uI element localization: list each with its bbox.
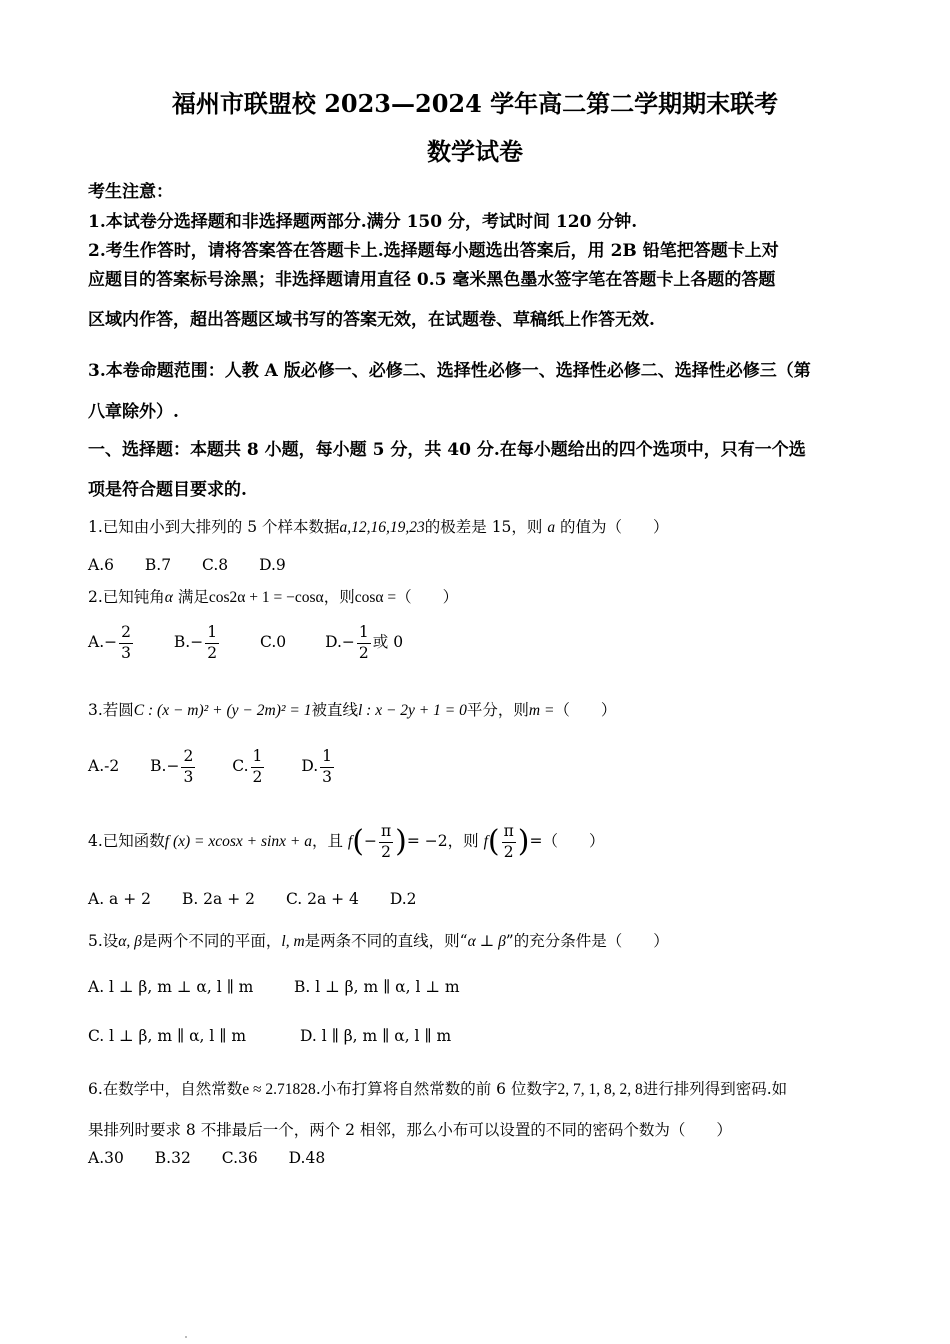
q3-target: m =	[528, 702, 555, 719]
question-3	[88, 698, 616, 720]
fraction-denominator: 2	[503, 842, 514, 861]
q5-text: 5.设	[88, 932, 119, 950]
q2-option-b	[173, 623, 221, 662]
notice-item-3-line-1: 3.本卷命题范围：人教 A 版必修一、必修二、选择性必修一、选择性必修二、选择性必修三（第	[88, 361, 811, 381]
q3-option-b-prefix: B.−	[150, 757, 180, 775]
fraction-denominator: 3	[322, 767, 333, 786]
notice-item-2-line-1: 2.考生作答时，请将答案答在答题卡上.选择题每小题选出答案后，用 2B 铅笔把答题卡上对	[88, 241, 779, 261]
q3-text-mid2: 平分，则	[466, 701, 529, 719]
notice-item-2-line-3: 区域内作答，超出答题区域书写的答案无效，在试题卷、草稿纸上作答无效.	[88, 310, 655, 330]
q2-text-mid2: ，则	[323, 588, 355, 606]
notice-heading: 考生注意：	[88, 182, 173, 202]
q3-circle: C : (x − m)² + (y − 2m)² = 1	[133, 702, 312, 719]
q1-text: 1.已知由小到大排列的 5 个样本数据	[88, 518, 340, 536]
q5-lines: l, m	[281, 933, 305, 950]
q6-line-2: 果排列时要求 8 不排最后一个，两个 2 相邻，那么小布可以设置的不同的密码个数为（ ）	[88, 1121, 732, 1139]
q5-text-post: ”的充分条件是（ ）	[505, 932, 669, 950]
q4-text-post: （ ）	[542, 832, 605, 850]
q4-target-fraction	[502, 824, 516, 860]
q4-option-c: C. 2a + 4	[285, 890, 359, 908]
q3-option-b	[150, 747, 197, 786]
fraction-numerator: π	[502, 824, 516, 843]
q1-option-c: C.8	[202, 556, 229, 574]
q2-option-d-fraction	[357, 625, 371, 661]
q6-options	[88, 1149, 351, 1167]
q4-option-a: A. a + 2	[88, 890, 151, 908]
q2-option-b-fraction	[205, 625, 219, 661]
exam-title: 福州市联盟校 2023—2024 学年高二第二学期期末联考	[171, 89, 779, 118]
q2-text-mid: 满足	[177, 588, 209, 606]
q6-text-post: 进行排列得到密码.如	[642, 1080, 788, 1098]
q1-option-a: A.6	[88, 556, 114, 574]
q2-text: 2.已知钝角	[88, 588, 165, 606]
q4-minus: −	[363, 832, 377, 850]
q4-option-d: D.2	[389, 890, 417, 908]
q2-option-a-fraction	[119, 625, 133, 661]
q3-option-d	[301, 747, 336, 786]
fraction-numerator: 2	[119, 625, 133, 644]
q2-option-a	[88, 623, 135, 662]
q3-option-d-fraction	[320, 749, 334, 785]
q5-option-d: D. l ∥ β, m ∥ α, l ∥ m	[300, 1027, 452, 1045]
q3-options	[88, 749, 336, 785]
q3-line: l : x − 2y + 1 = 0	[358, 702, 467, 719]
right-paren: )	[517, 824, 530, 859]
page-speck	[185, 1336, 187, 1338]
fraction-numerator: 1	[320, 749, 334, 768]
q5-option-c: C. l ⊥ β, m ∥ α, l ∥ m	[88, 1027, 247, 1045]
right-paren: )	[395, 824, 407, 859]
q3-text: 3.若圆	[88, 701, 134, 719]
q6-option-d: D.48	[288, 1149, 326, 1167]
q2-option-c: C.0	[260, 633, 287, 651]
fraction-denominator: 2	[358, 643, 369, 662]
q6-text-mid: .小布打算将自然常数的前 6 位数字	[315, 1080, 558, 1098]
q1-text-mid: 的极差是 15，则	[424, 518, 543, 536]
q4-text-mid2: ，则	[447, 832, 479, 850]
q3-text-mid: 被直线	[311, 701, 358, 719]
q4-condition-rhs: = −2	[406, 832, 448, 850]
q3-option-c	[232, 747, 266, 786]
fraction-numerator: 1	[205, 625, 219, 644]
question-5	[88, 929, 669, 951]
q4-function: f (x) = xcosx + sinx + a	[164, 833, 312, 850]
fraction-denominator: 2	[252, 767, 263, 786]
q3-option-d-prefix: D.	[301, 757, 319, 775]
q2-option-a-prefix: A.−	[88, 633, 118, 651]
q1-var: a	[547, 519, 556, 536]
question-1	[88, 515, 669, 537]
q1-option-d: D.9	[259, 556, 286, 574]
q4-options	[88, 890, 443, 908]
exam-subtitle: 数学试卷	[427, 137, 523, 166]
q4-text: 4.已知函数	[88, 832, 165, 850]
q4-option-b: B. 2a + 2	[181, 890, 255, 908]
q3-option-c-fraction	[251, 749, 265, 785]
left-paren: (	[352, 824, 364, 859]
q3-option-b-fraction	[181, 749, 195, 785]
notice-item-3-line-2: 八章除外）.	[88, 402, 179, 422]
q2-text-post: （ ）	[396, 588, 459, 606]
q1-options	[88, 556, 312, 574]
fraction-denominator: 2	[381, 842, 391, 861]
q1-text-post: 的值为（ ）	[560, 518, 669, 536]
q2-alpha: α	[164, 589, 173, 606]
q2-target: cosα =	[354, 589, 397, 606]
fraction-numerator: 1	[251, 749, 265, 768]
fraction-denominator: 2	[207, 643, 218, 662]
notice-item-2-line-2: 应题目的答案标号涂黑；非选择题请用直径 0.5 毫米黑色墨水签字笔在答题卡上各题的答题	[88, 270, 776, 290]
q2-condition: cos2α + 1 = −cosα	[208, 589, 324, 606]
q4-rhs: =	[529, 832, 543, 850]
q2-options	[88, 625, 403, 661]
q5-planes: α, β	[118, 933, 142, 950]
q2-option-d	[325, 623, 404, 662]
q1-option-b: B.7	[144, 556, 172, 574]
q5-option-b: B. l ⊥ β, m ∥ α, l ⊥ m	[294, 978, 460, 996]
left-paren: (	[487, 824, 500, 859]
question-2	[88, 585, 458, 607]
fraction-numerator: 2	[181, 749, 195, 768]
q4-f-1: f	[347, 833, 353, 850]
q4-f-2: f	[483, 833, 488, 850]
q2-option-b-prefix: B.−	[173, 633, 204, 651]
section-heading-line-2: 项是符合题目要求的.	[88, 480, 247, 500]
q5-option-a: A. l ⊥ β, m ⊥ α, l ∥ m	[88, 978, 254, 996]
section-heading-line-1: 一、选择题：本题共 8 小题，每小题 5 分，共 40 分.在每小题给出的四个选项中，只有一个选	[88, 440, 806, 460]
q3-option-a: A.-2	[88, 757, 120, 775]
q5-text-mid2: 是两条不同的直线，则“	[304, 932, 468, 950]
q6-option-c: C.36	[221, 1149, 258, 1167]
q2-option-d-suffix: 或 0	[372, 633, 404, 651]
q4-condition-fraction	[379, 824, 393, 860]
q3-text-post: （ ）	[554, 701, 617, 719]
q4-text-mid: ，且	[311, 832, 343, 850]
q6-text: 6.在数学中，自然常数	[88, 1080, 243, 1098]
q6-option-a: A.30	[88, 1149, 124, 1167]
q6-option-b: B.32	[154, 1149, 191, 1167]
fraction-numerator: 1	[357, 625, 371, 644]
q6-e-constant: e ≈ 2.71828	[242, 1081, 316, 1098]
fraction-numerator: π	[379, 824, 393, 843]
fraction-denominator: 3	[183, 767, 194, 786]
notice-item-1: 1.本试卷分选择题和非选择题两部分.满分 150 分，考试时间 120 分钟.	[88, 212, 638, 232]
q5-relation: α ⊥ β	[467, 933, 506, 950]
question-4	[88, 824, 605, 860]
question-6	[88, 1077, 787, 1099]
q1-data: a,12,16,19,23	[339, 519, 425, 536]
q5-text-mid: 是两个不同的平面，	[141, 932, 282, 950]
q6-digits: 2, 7, 1, 8, 2, 8	[557, 1081, 643, 1098]
fraction-denominator: 3	[121, 643, 131, 662]
q3-option-c-prefix: C.	[232, 757, 249, 775]
q2-option-d-prefix: D.−	[325, 633, 355, 651]
